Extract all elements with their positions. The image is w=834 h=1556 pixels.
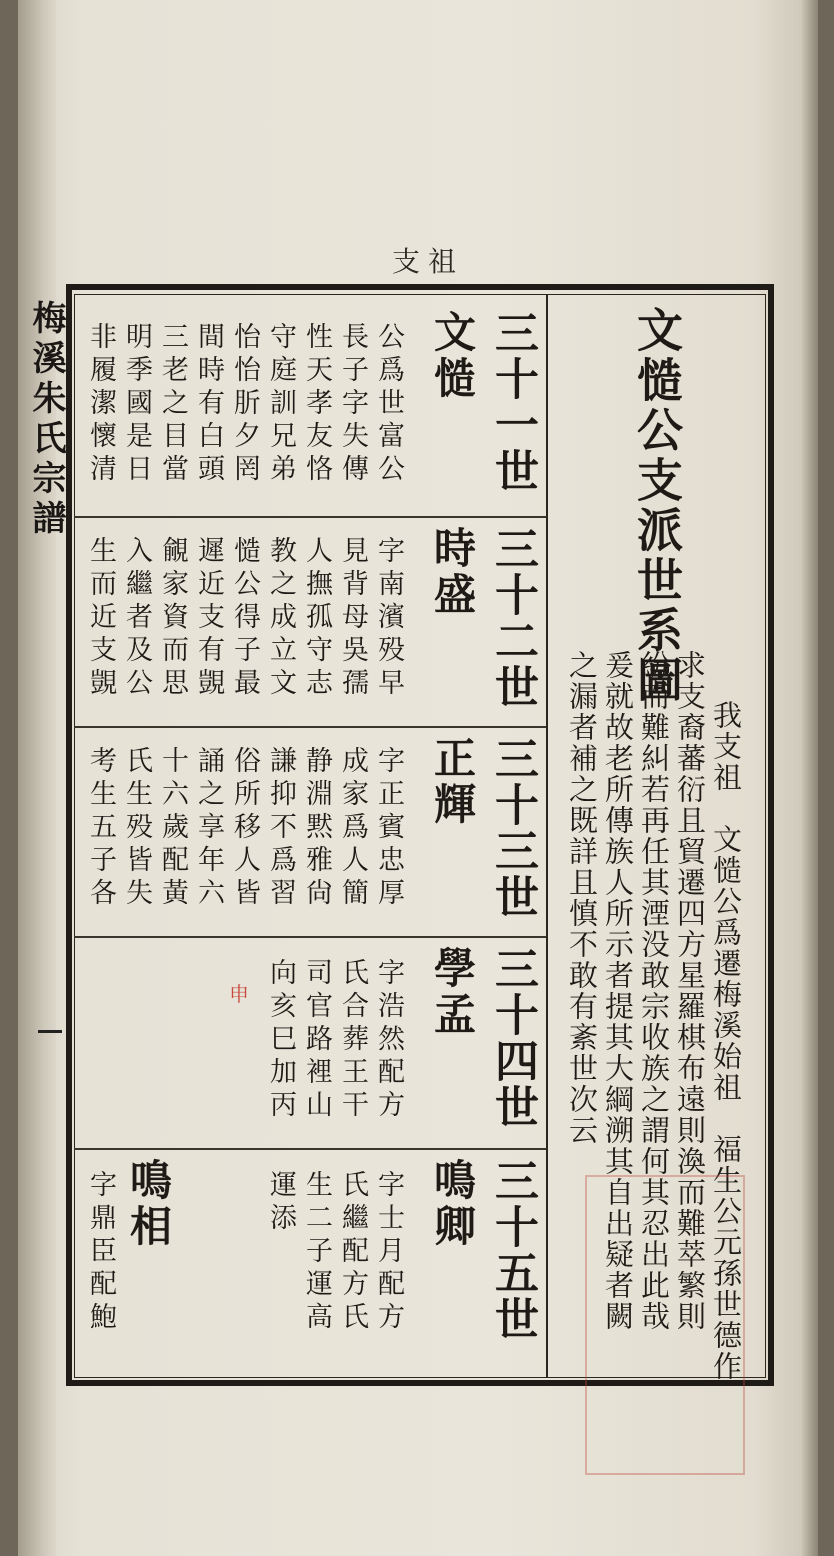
bio-line: 間時有白頭 [193,322,224,487]
bio-line: 司官路裡山 [301,958,332,1123]
bio-line: 成家爲人簡 [337,746,368,911]
bio-line: 字鼎臣配鮑 [85,1170,116,1335]
bio-line: 覦家資而思 [157,536,188,701]
row-divider [74,1148,546,1150]
person-name: 時盛 [428,526,477,618]
bio-line: 明季國是日 [121,322,152,487]
bio-line: 教之成立文 [265,536,296,701]
intro-line: 求支裔蕃衍且貿遷四方星羅棋布遠則渙而難萃繁則 [673,650,707,1332]
bio-line: 慥公得子最 [229,536,260,701]
bio-line: 氏合葬王干 [337,958,368,1123]
bio-line: 考生五子各 [85,746,116,911]
bio-line: 運添 [265,1170,296,1236]
bio-line: 向亥巳加丙 [265,958,296,1123]
bio-line: 人撫孤守志 [301,536,332,701]
bio-line: 誦之享年六 [193,746,224,911]
bio-line: 氏生殁皆失 [121,746,152,911]
bio-line: 入繼者及公 [121,536,152,701]
intro-line: 爰就故老所傳族人所示者提其大綱溯其自出疑者闕 [601,650,635,1332]
center-label: 支祖 [392,245,465,278]
bio-line: 生二子運高 [301,1170,332,1335]
bio-line: 謙抑不爲習 [265,746,296,911]
bio-line: 長子字失傳 [337,322,368,487]
bio-line: 非履潔懷清 [85,322,116,487]
intro-line: 之漏者補之既詳且慎不敢有紊世次云 [565,650,599,1146]
intro-line: 我支祖 文慥公爲遷梅溪始祖 福生公元孫世德作 [709,700,743,1382]
person-name: 鳴相 [124,1158,173,1250]
page-number-mark [38,1030,62,1033]
bio-line: 公爲世富公 [373,322,404,487]
page-title: 文慥公支派世系圖 [630,306,684,706]
page-right-edge [802,0,818,1556]
bio-line: 字士月配方 [373,1170,404,1335]
bio-line: 字南濱殁早 [373,536,404,701]
bio-line: 俗所移人皆 [229,746,260,911]
person-name: 鳴卿 [428,1158,477,1250]
generation-label: 三十一世 [487,310,538,494]
red-seal-mark: 申 [229,982,249,1006]
person-name: 文慥 [428,310,477,402]
collector-seal [585,1175,745,1475]
row-divider [74,516,546,518]
book-title-sidebar: 梅溪朱氏宗譜 [26,300,66,540]
page-binding-edge [18,0,56,1556]
bio-line: 三老之目當 [157,322,188,487]
bio-line: 見背母吳孺 [337,536,368,701]
row-divider [74,726,546,728]
generation-label: 三十二世 [487,526,538,710]
bio-line: 生而近支覬 [85,536,116,701]
bio-line: 十六歲配黃 [157,746,188,911]
bio-line: 遲近支有覬 [193,536,224,701]
intro-line: 紛而難糾若再任其湮没敢宗收族之謂何其忍出此哉 [637,650,671,1332]
person-name: 正輝 [428,736,477,828]
bio-line: 守庭訓兄弟 [265,322,296,487]
row-divider [74,936,546,938]
bio-line: 静淵黙雅尙 [301,746,332,911]
bio-line: 性天孝友恪 [301,322,332,487]
generation-label: 三十五世 [487,1158,538,1342]
bio-line: 怡怡肵夕罔 [229,322,260,487]
generation-label: 三十四世 [487,946,538,1130]
bio-line: 字正賓忠厚 [373,746,404,911]
generation-label: 三十三世 [487,736,538,920]
bio-line: 字浩然配方 [373,958,404,1123]
bio-line: 氏繼配方氏 [337,1170,368,1335]
person-name: 學孟 [428,946,477,1038]
title-column-divider [546,294,548,1378]
